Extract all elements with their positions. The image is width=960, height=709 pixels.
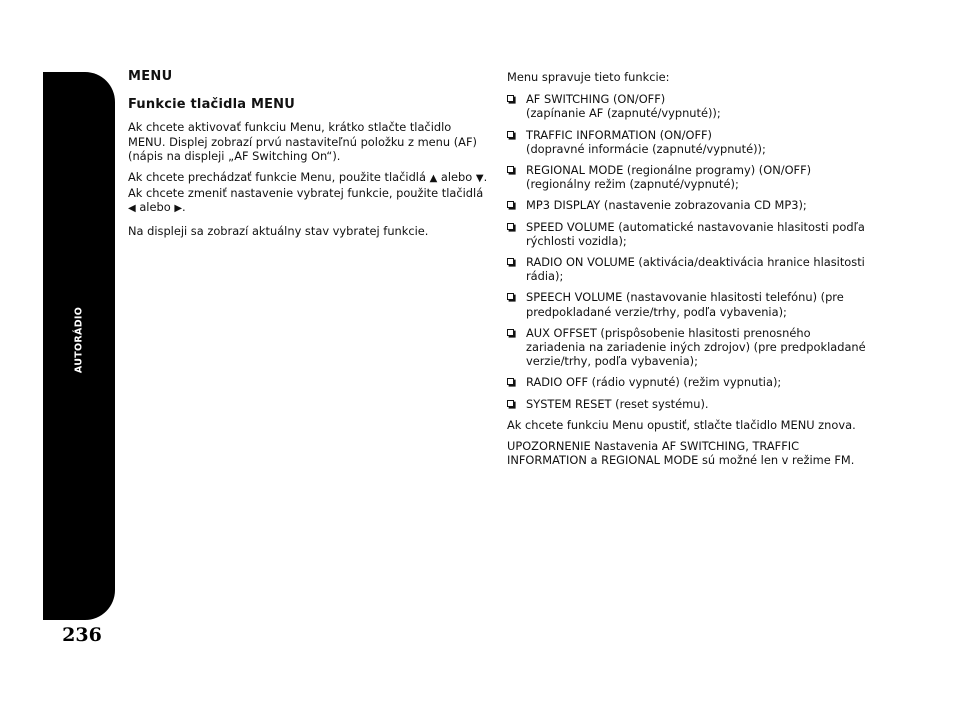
navigate-text-1: Ak chcete prechádzať funkcie Menu, použite tlačidlá xyxy=(128,170,426,185)
navigate-text-5: . xyxy=(182,200,186,215)
checkbox-bullet-icon xyxy=(507,201,514,208)
paragraph-note: UPOZORNENIE Nastavenia AF SWITCHING, TRAFFIC INFORMATION a REGIONAL MODE sú možné len v režime FM. xyxy=(507,439,855,468)
functions-intro: Menu spravuje tieto funkcie: xyxy=(507,70,670,84)
list-item xyxy=(507,326,867,369)
list-item xyxy=(507,397,867,411)
item-main: RADIO ON VOLUME (aktivácia/deaktivácia hranice hlasitosti rádia); xyxy=(526,255,865,284)
navigate-text-4: alebo xyxy=(139,200,171,215)
down-arrow-icon: ▼ xyxy=(475,173,484,185)
list-item xyxy=(507,92,867,120)
item-main: SPEED VOLUME (automatické nastavovanie hlasitosti podľa rýchlosti vozidla); xyxy=(526,219,865,248)
checkbox-bullet-icon xyxy=(507,166,514,173)
checkbox-bullet-icon xyxy=(507,378,514,385)
list-item xyxy=(507,198,867,212)
left-arrow-icon: ◀ xyxy=(128,203,136,215)
item-sub: (regionálny režim (zapnuté/vypnuté); xyxy=(526,177,739,192)
item-main: RADIO OFF (rádio vypnuté) (režim vypnutia); xyxy=(526,375,782,390)
list-item xyxy=(507,220,867,248)
checkbox-bullet-icon xyxy=(507,293,514,300)
list-item xyxy=(507,290,867,318)
paragraph-activate-menu: Ak chcete aktivovať funkciu Menu, krátko stlačte tlačidlo MENU. Displej zobrazí prvú nastaviteľnú položku z menu (AF) (nápis na displeji „AF Switching On“). xyxy=(128,120,477,163)
right-arrow-icon: ▶ xyxy=(174,203,183,215)
checkbox-bullet-icon xyxy=(507,258,514,265)
item-main: SPEECH VOLUME (nastavovanie hlasitosti telefónu) (pre predpokladané verzie/trhy, podľa vybavenia); xyxy=(526,290,844,319)
item-main: MP3 DISPLAY (nastavenie zobrazovania CD MP3); xyxy=(526,198,807,213)
item-main: AF SWITCHING (ON/OFF) xyxy=(526,92,666,107)
paragraph-exit-menu: Ak chcete funkciu Menu opustiť, stlačte tlačidlo MENU znova. xyxy=(507,417,856,432)
item-sub: (zapínanie AF (zapnuté/vypnuté)); xyxy=(526,106,721,121)
up-arrow-icon: ▲ xyxy=(429,173,438,185)
paragraph-navigate-menu xyxy=(128,170,488,217)
item-sub: (dopravné informácie (zapnuté/vypnuté)); xyxy=(526,141,766,156)
checkbox-bullet-icon xyxy=(507,400,514,407)
checkbox-bullet-icon xyxy=(507,329,514,336)
right-column xyxy=(507,70,867,474)
page-number: 236 xyxy=(62,624,102,646)
list-item xyxy=(507,163,867,191)
checkbox-bullet-icon xyxy=(507,95,514,102)
section-label: AUTORÁDIO xyxy=(73,306,85,374)
item-main: SYSTEM RESET (reset systému). xyxy=(526,396,709,411)
list-item xyxy=(507,128,867,156)
section-subtitle: Funkcie tlačidla MENU xyxy=(128,97,296,113)
left-column xyxy=(128,70,488,245)
functions-list xyxy=(507,92,867,411)
item-main: TRAFFIC INFORMATION (ON/OFF) xyxy=(526,127,712,142)
paragraph-display-status: Na displeji sa zobrazí aktuálny stav vybratej funkcie. xyxy=(128,223,429,238)
checkbox-bullet-icon xyxy=(507,223,514,230)
checkbox-bullet-icon xyxy=(507,131,514,138)
item-main: REGIONAL MODE (regionálne programy) (ON/OFF) xyxy=(526,163,812,178)
list-item xyxy=(507,375,867,389)
navigate-text-2: alebo xyxy=(440,170,473,185)
navigate-text-3: . Ak chcete zmeniť nastavenie vybratej funkcie, použite tlačidlá xyxy=(128,170,488,201)
item-main: AUX OFFSET (prispôsobenie hlasitosti prenosného zariadenia na zariadenie iných zdrojov) (pre predpokladané verzie/trhy, podľa vybavenia); xyxy=(526,325,866,369)
list-item xyxy=(507,255,867,283)
section-title: MENU xyxy=(128,69,173,84)
